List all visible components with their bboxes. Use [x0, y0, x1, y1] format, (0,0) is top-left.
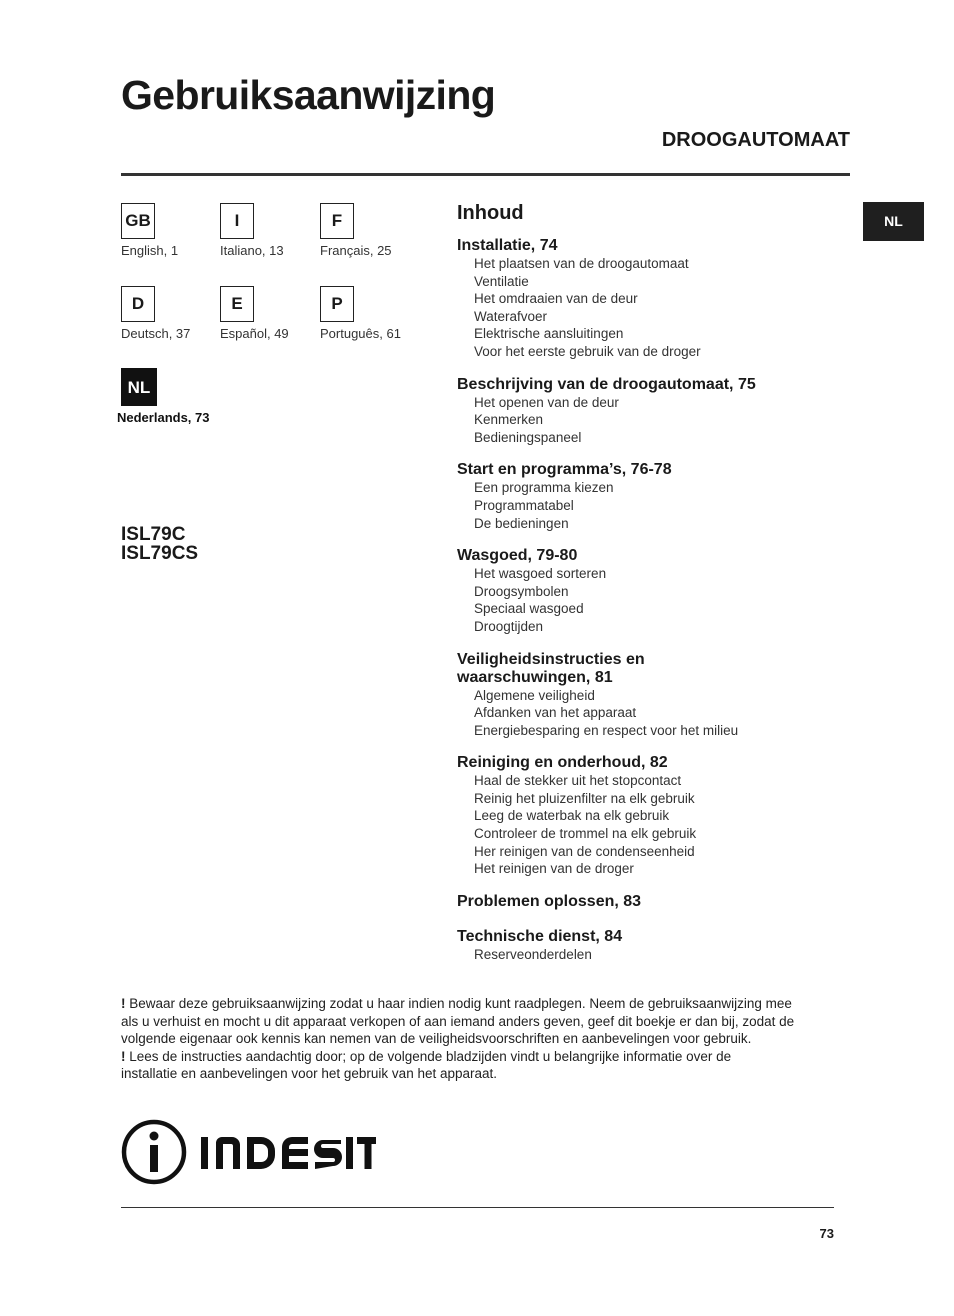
language-label: Italiano, 13: [220, 243, 284, 258]
page-title: Gebruiksaanwijzing: [121, 72, 496, 118]
toc-item: Het openen van de deur: [474, 394, 619, 410]
language-label: Português, 61: [320, 326, 401, 341]
note-line: als u verhuist en mocht u dit apparaat verkopen of aan iemand anders geven, geef dit boekje er dan bij, zodat de: [121, 1013, 795, 1029]
language-entry-f: [320, 203, 420, 258]
toc-heading: Inhoud: [457, 202, 524, 224]
toc-section-start: [457, 461, 857, 532]
language-code-box: E: [220, 286, 254, 322]
toc-item: Haal de stekker uit het stopcontact: [474, 773, 682, 789]
language-entry-e: [220, 286, 320, 341]
bottom-divider: [121, 1207, 834, 1208]
table-of-contents: [457, 201, 857, 978]
warning-mark: !: [121, 1048, 126, 1064]
toc-section-reiniging: [457, 754, 857, 878]
note-line: volgende eigenaar ook kennis kan nemen van de veiligheidsvoorschriften en aanbevelingen voor gebruik.: [121, 1031, 752, 1047]
language-label: Deutsch, 37: [121, 326, 191, 341]
toc-item: Het wasgoed sorteren: [474, 566, 607, 582]
toc-item: Een programma kiezen: [474, 480, 614, 496]
toc-section-title: Reiniging en onderhoud, 82: [457, 754, 668, 772]
toc-item: Het plaatsen van de droogautomaat: [474, 256, 689, 271]
toc-item: Het reinigen van de droger: [474, 861, 634, 877]
model-number: ISL79CS: [121, 543, 199, 564]
language-code-box: P: [320, 286, 354, 322]
toc-item: Reinig het pluizenfilter na elk gebruik: [474, 790, 695, 806]
toc-item: Voor het eerste gebruik van de droger: [474, 343, 701, 359]
toc-item: Het omdraaien van de deur: [474, 291, 638, 307]
language-side-tab: NL: [863, 202, 924, 241]
language-entry-p: [320, 286, 420, 341]
toc-item: Leeg de waterbak na elk gebruik: [474, 808, 670, 824]
toc-section-title: Technische dienst, 84: [457, 927, 623, 945]
toc-section-installatie: [457, 237, 857, 361]
page-number: 73: [819, 1226, 834, 1241]
note-text: Bewaar deze gebruiksaanwijzing zodat u haar indien nodig kunt raadplegen. Neem de gebruiksaanwijzing mee: [129, 996, 792, 1011]
language-code-box: F: [320, 203, 354, 239]
toc-item: Reserveonderdelen: [474, 946, 592, 962]
toc-item: Afdanken van het apparaat: [474, 705, 637, 721]
indesit-logo-icon: [121, 1118, 376, 1186]
toc-section-wasgoed: [457, 547, 857, 635]
language-entry-nl: [117, 368, 247, 425]
language-entry-i: [220, 203, 320, 258]
warning-mark: !: [121, 996, 126, 1011]
toc-section-title: Problemen oplossen, 83: [457, 892, 642, 910]
language-label-active: Nederlands, 73: [117, 410, 210, 425]
language-code-box: GB: [121, 203, 155, 239]
toc-item: Droogsymbolen: [474, 583, 569, 599]
toc-section-title: Veiligheidsinstructies en: [457, 650, 645, 668]
toc-item: Algemene veiligheid: [474, 687, 595, 703]
toc-item: Ventilatie: [474, 273, 529, 289]
toc-section-title: Wasgoed, 79-80: [457, 547, 578, 565]
toc-section-title: Installatie, 74: [457, 237, 558, 254]
language-entry-d: [121, 286, 221, 341]
toc-section-title: Beschrijving van de droogautomaat, 75: [457, 375, 756, 393]
toc-item: Kenmerken: [474, 412, 544, 428]
language-code-box-active: NL: [121, 368, 157, 406]
toc-section-technische-dienst: [457, 928, 857, 964]
model-numbers: [121, 525, 198, 563]
toc-section-title: waarschuwingen, 81: [457, 668, 613, 686]
toc-item: Programmatabel: [474, 497, 574, 513]
safety-notes: [121, 995, 833, 1083]
product-type: DROOGAUTOMAAT: [661, 129, 850, 151]
toc-item: Elektrische aansluitingen: [474, 326, 624, 342]
toc-section-problemen: [457, 893, 857, 911]
toc-section-veiligheid: [457, 651, 857, 740]
language-label: Français, 25: [320, 243, 392, 258]
language-entry-gb: [121, 203, 221, 258]
toc-section-title: Start en programma’s, 76-78: [457, 461, 672, 479]
toc-section-beschrijving: [457, 376, 857, 447]
note-line: [121, 995, 833, 1013]
toc-item: Her reinigen van de condenseenheid: [474, 843, 695, 859]
language-label: Español, 49: [220, 326, 289, 341]
toc-item: Energiebesparing en respect voor het milieu: [474, 722, 739, 738]
note-line: [121, 1048, 833, 1066]
toc-item: Controleer de trommel na elk gebruik: [474, 826, 697, 842]
top-divider: [121, 173, 850, 176]
toc-item: Droogtijden: [474, 618, 544, 634]
model-number: ISL79C: [121, 524, 186, 545]
note-line: installatie en aanbevelingen voor het gebruik van het apparaat.: [121, 1066, 498, 1082]
toc-item: De bedieningen: [474, 515, 569, 531]
note-text: Lees de instructies aandachtig door; op de volgende bladzijden vindt u belangrijke informatie over de: [129, 1048, 732, 1064]
language-label: English, 1: [121, 243, 179, 258]
language-code-box: I: [220, 203, 254, 239]
toc-item: Speciaal wasgoed: [474, 601, 584, 617]
language-code-box: D: [121, 286, 155, 322]
toc-item: Waterafvoer: [474, 308, 548, 324]
toc-item: Bedieningspaneel: [474, 429, 582, 445]
